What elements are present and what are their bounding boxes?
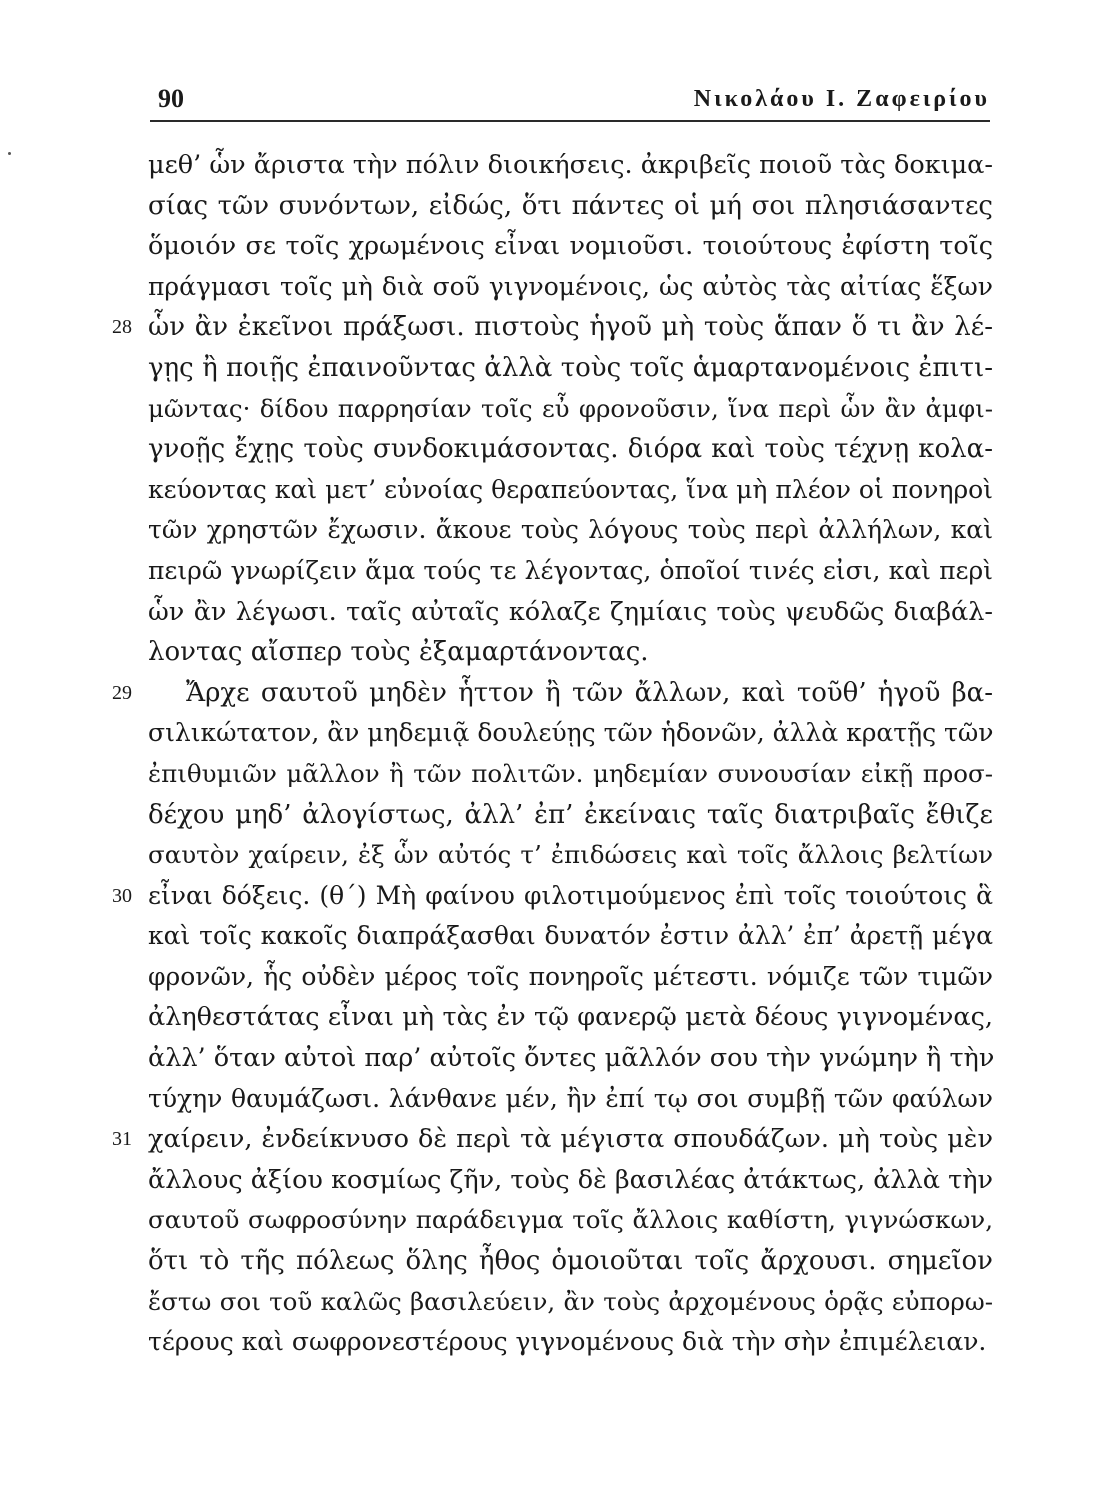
text-line: ὧν ἂν λέγωσι. ταῖς αὐταῖς κόλαζε ζημίαις τοὺς ψευδῶς διαβάλ-: [148, 596, 993, 627]
text-line-content: εἶναι δόξεις. (θ΄) Μὴ φαίνου φιλοτιμούμενος ἐπὶ τοῖς τοιούτοις ἃ: [148, 880, 993, 910]
text-line: τέρους καὶ σωφρονεστέρους γιγνομένους διὰ τὴν σὴν ἐπιμέλειαν.: [148, 1327, 987, 1357]
text-line: ἄλλους ἀξίου κοσμίως ζῆν, τοὺς δὲ βασιλέας ἀτάκτως, ἀλλὰ τὴν: [148, 1164, 993, 1195]
text-line-content: Ἄρχε σαυτοῦ μηδὲν ἧττον ἢ τῶν ἄλλων, καὶ τοῦθ’ ἡγοῦ βα-: [186, 677, 993, 708]
section-number-28: 28: [112, 316, 132, 339]
text-line: τῶν χρηστῶν ἔχωσιν. ἄκουε τοὺς λόγους τοὺς περὶ ἀλλήλων, καὶ: [148, 515, 993, 545]
text-line: γνοῇς ἔχῃς τοὺς συνδοκιμάσοντας. διόρα καὶ τοὺς τέχνῃ κολα-: [148, 434, 993, 465]
text-line: καὶ τοῖς κακοῖς διαπράξασθαι δυνατόν ἐστιν ἀλλ’ ἐπ’ ἀρετῇ μέγα: [148, 921, 993, 951]
text-line: ὅμοιόν σε τοῖς χρωμένοις εἶναι νομιοῦσι. τοιούτους ἐφίστη τοῖς: [148, 231, 993, 262]
text-line: σαυτὸν χαίρειν, ἐξ ὧν αὐτός τ’ ἐπιδώσεις καὶ τοῖς ἄλλοις βελτίων: [148, 840, 993, 870]
text-line: ὅτι τὸ τῆς πόλεως ὅλης ἦθος ὁμοιοῦται τοῖς ἄρχουσι. σημεῖον: [148, 1246, 993, 1277]
text-line: ἀλλ’ ὅταν αὐτοὶ παρ’ αὐτοῖς ὄντες μᾶλλόν σου τὴν γνώμην ἢ τὴν: [148, 1043, 995, 1074]
text-line: πράγμασι τοῖς μὴ διὰ σοῦ γιγνομένοις, ὡς αὐτὸς τὰς αἰτίας ἕξων: [148, 271, 993, 301]
page-number: 90: [158, 84, 184, 113]
text-line-section-30: [112, 876, 993, 917]
paper-speck: [8, 152, 11, 155]
text-line: μεθ’ ὧν ἄριστα τὴν πόλιν διοικήσεις. ἀκριβεῖς ποιοῦ τὰς δοκιμα-: [148, 150, 994, 180]
body-text: [112, 145, 995, 1363]
text-line: σιλικώτατον, ἂν μηδεμιᾷ δουλεύῃς τῶν ἡδονῶν, ἀλλὰ κρατῇς τῶν: [148, 718, 994, 748]
text-line: κεύοντας καὶ μετ’ εὐνοίας θεραπεύοντας, ἵνα μὴ πλέον οἱ πονηροὶ: [148, 474, 993, 504]
text-line: σαυτοῦ σωφροσύνην παράδειγμα τοῖς ἄλλοις καθίστη, γιγνώσκων,: [148, 1205, 993, 1235]
text-line: σίας τῶν συνόντων, εἰδώς, ὅτι πάντες οἱ μή σοι πλησιάσαντες: [148, 190, 993, 221]
header-rule: [150, 120, 990, 122]
running-head: Νικολάου Ι. Ζαφειρίου: [693, 86, 990, 112]
text-line: λοντας αἴσπερ τοὺς ἐξαμαρτάνοντας.: [148, 637, 649, 668]
text-line: φρονῶν, ἧς οὐδὲν μέρος τοῖς πονηροῖς μέτεστι. νόμιζε τῶν τιμῶν: [148, 961, 993, 991]
text-line-content: ὧν ἂν ἐκεῖνοι πράξωσι. πιστοὺς ἡγοῦ μὴ τοὺς ἅπαν ὅ τι ἂν λέ-: [148, 312, 993, 343]
page-header: [150, 80, 990, 116]
text-line: δέχου μηδ’ ἀλογίστως, ἀλλ’ ἐπ’ ἐκείναις ταῖς διατριβαῖς ἔθιζε: [148, 799, 993, 830]
text-line-section-28: [112, 307, 993, 348]
text-line-content: χαίρειν, ἐνδείκνυσο δὲ περὶ τὰ μέγιστα σπουδάζων. μὴ τοὺς μὲν: [148, 1124, 993, 1155]
section-number-31: 31: [112, 1128, 132, 1151]
text-line-section-29: [112, 673, 993, 714]
section-number-29: 29: [112, 681, 132, 704]
text-line: μῶντας· δίδου παρρησίαν τοῖς εὖ φρονοῦσιν, ἵνα περὶ ὧν ἂν ἀμφι-: [148, 393, 993, 423]
text-line-section-31: [112, 1119, 993, 1160]
text-line: γῃς ἢ ποιῇς ἐπαινοῦντας ἀλλὰ τοὺς τοῖς ἁμαρτανομένοις ἐπιτι-: [148, 352, 993, 383]
text-line: ἔστω σοι τοῦ καλῶς βασιλεύειν, ἂν τοὺς ἀρχομένους ὁρᾷς εὐπορω-: [148, 1286, 993, 1316]
text-line: τύχην θαυμάζωσι. λάνθανε μέν, ἢν ἐπί τῳ σοι συμβῇ τῶν φαύλων: [148, 1083, 993, 1113]
section-number-30: 30: [112, 884, 132, 907]
text-line: ἐπιθυμιῶν μᾶλλον ἢ τῶν πολιτῶν. μηδεμίαν συνουσίαν εἰκῇ προσ-: [148, 758, 993, 788]
text-line: ἀληθεστάτας εἶναι μὴ τὰς ἐν τῷ φανερῷ μετὰ δέους γιγνομένας,: [148, 1002, 993, 1033]
text-line: πειρῶ γνωρίζειν ἅμα τούς τε λέγοντας, ὁποῖοί τινές εἰσι, καὶ περὶ: [148, 555, 993, 585]
